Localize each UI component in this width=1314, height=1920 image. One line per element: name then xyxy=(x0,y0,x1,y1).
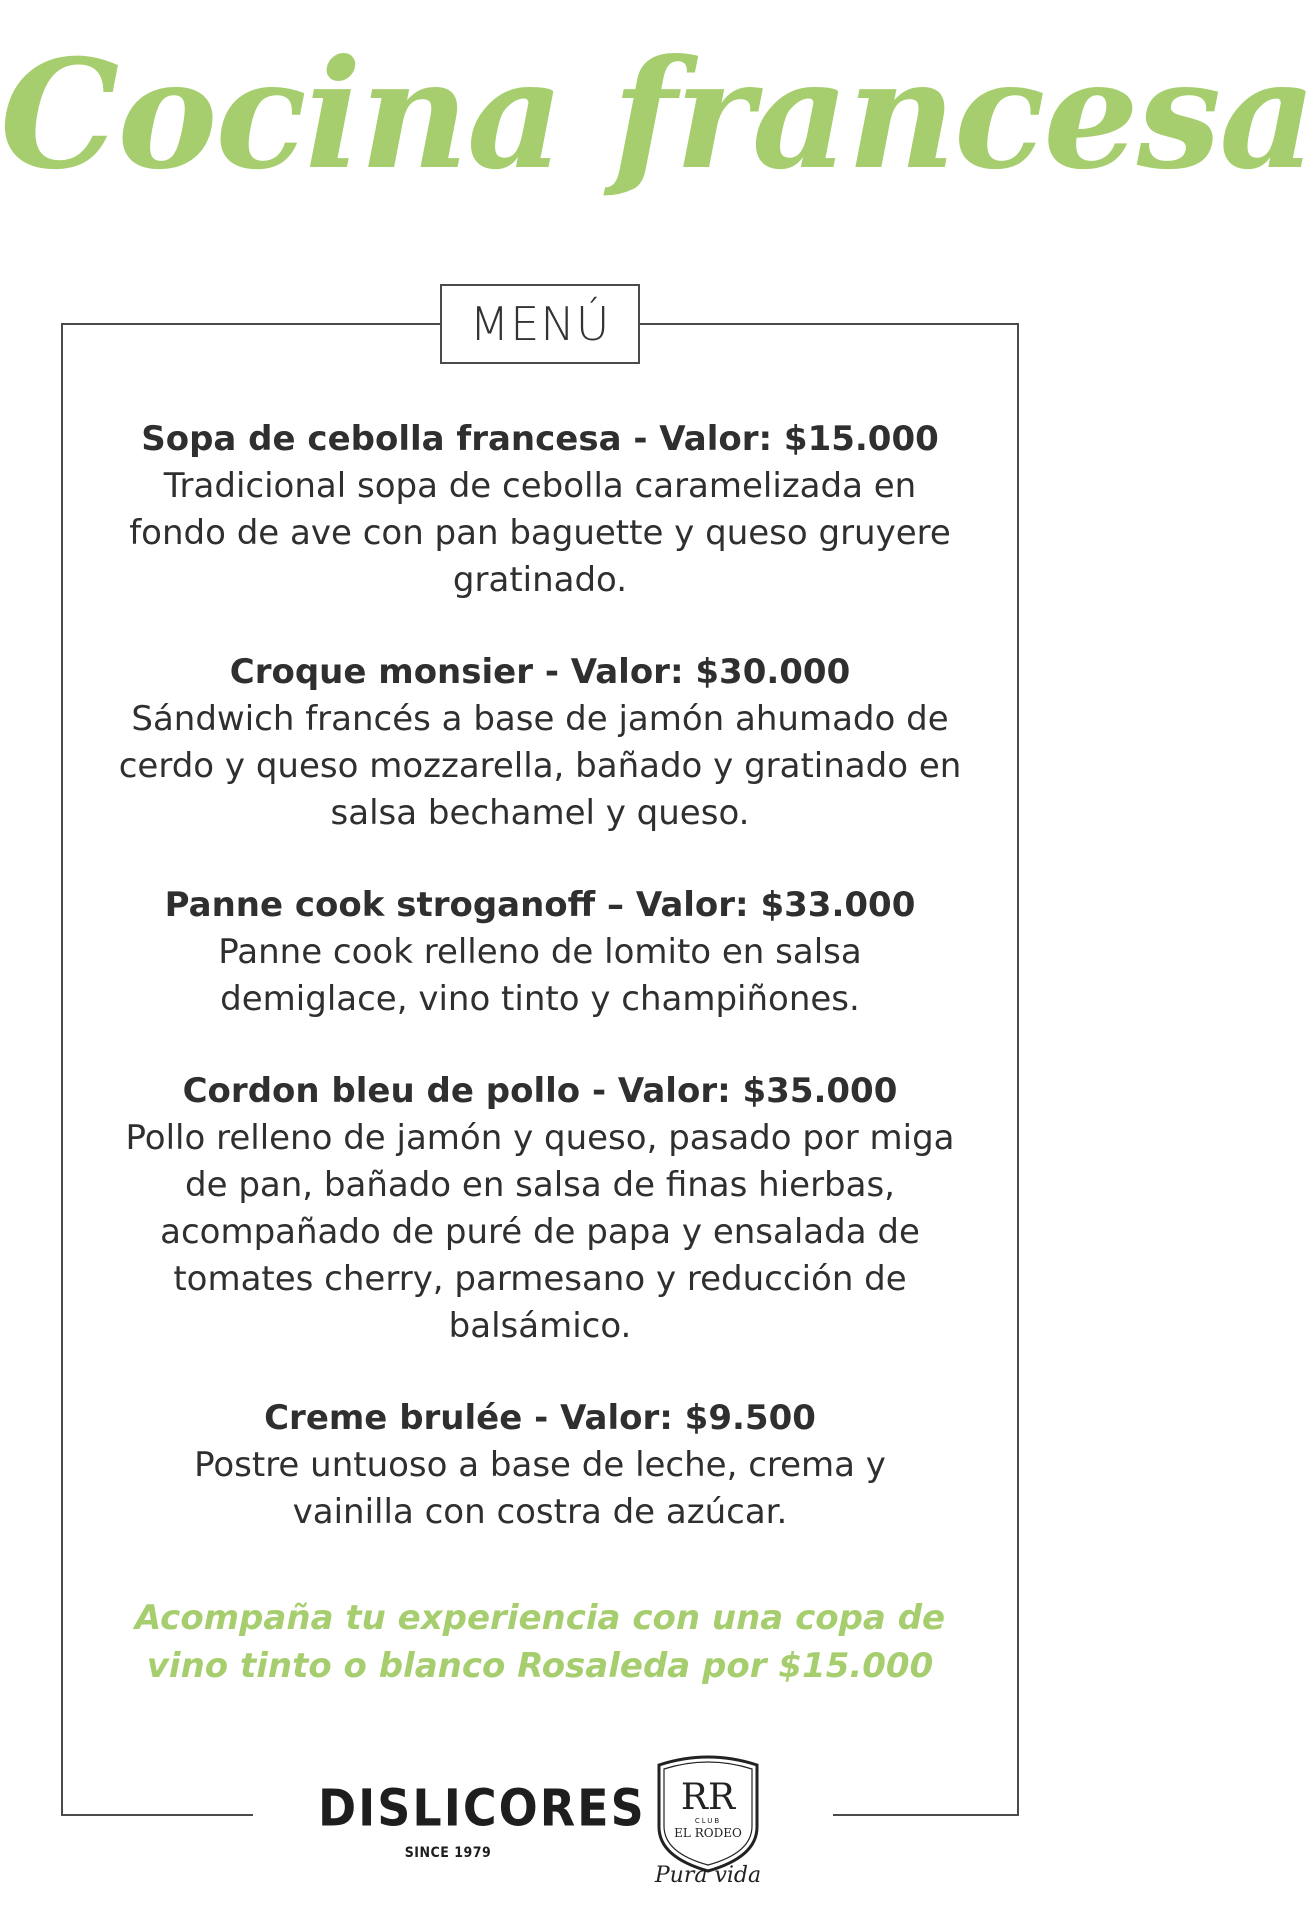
menu-item-description: Sándwich francés a base de jamón ahumado de cerdo y queso mozzarella, bañado y gratinado en salsa bechamel y queso. xyxy=(118,699,962,833)
wine-promo: Acompaña tu experiencia con una copa de vino tinto o blanco Rosaleda por $15.000 xyxy=(134,1598,946,1686)
menu-item-description: Tradicional sopa de cebolla caramelizada en fondo de ave con pan baguette y queso gruyere gratinado. xyxy=(129,466,951,600)
menu-item-title: Panne cook stroganoff – Valor: $33.000 xyxy=(164,885,916,925)
rodeo-name: EL RODEO xyxy=(674,1826,742,1840)
menu-item-title: Sopa de cebolla francesa - Valor: $15.000 xyxy=(141,419,939,459)
menu-item xyxy=(100,649,980,837)
menu-item-description: Panne cook relleno de lomito en salsa demiglace, vino tinto y champiñones. xyxy=(218,932,862,1019)
dislicores-name: DISLICORES xyxy=(318,1778,646,1838)
rodeo-club: CLUB xyxy=(694,1817,722,1825)
dislicores-since: SINCE 1979 xyxy=(404,1845,492,1861)
menu-label: MENÚ xyxy=(440,284,640,364)
menu-items xyxy=(100,416,980,1581)
menu-item xyxy=(100,882,980,1023)
menu-item-title: Cordon bleu de pollo - Valor: $35.000 xyxy=(182,1071,898,1111)
menu-item xyxy=(100,416,980,604)
footer-logos xyxy=(253,1745,833,1895)
rodeo-tagline: Pura vida xyxy=(654,1863,762,1888)
menu-item-title: Croque monsier - Valor: $30.000 xyxy=(229,652,851,692)
menu-item xyxy=(100,1068,980,1350)
frame-bottom-left-line xyxy=(61,1814,253,1816)
rodeo-monogram: RR xyxy=(680,1777,736,1818)
frame-bottom-right-line xyxy=(833,1814,1019,1816)
page-title: Cocina francesa xyxy=(0,27,1314,203)
menu-item-description: Postre untuoso a base de leche, crema y vainilla con costra de azúcar. xyxy=(194,1445,886,1532)
dislicores-logo xyxy=(318,1778,646,1861)
menu-item-description: Pollo relleno de jamón y queso, pasado por miga de pan, bañado en salsa de finas hierbas, acompañado de puré de papa y ensalada de tomates cherry, parmesano y reducción de balsámico. xyxy=(125,1118,955,1346)
menu-item xyxy=(100,1395,980,1536)
menu-item-title: Creme brulée - Valor: $9.500 xyxy=(264,1398,816,1438)
